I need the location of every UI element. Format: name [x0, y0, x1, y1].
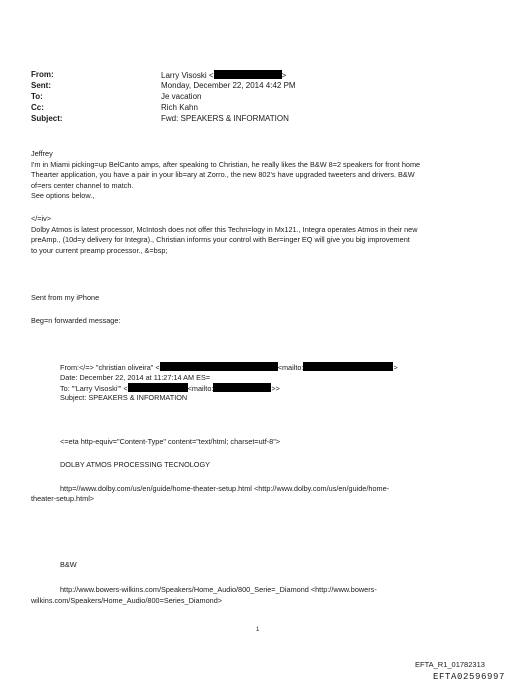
- fwd-subject-line: Subject: SPEAKERS & INFORMATION: [60, 393, 188, 402]
- sent-from-line: Sent from my iPhone: [31, 293, 100, 302]
- fwd-date-line: Date: December 22, 2014 at 11:27:14 AM ES=: [60, 373, 211, 382]
- paragraph-line: Dolby Atmos is latest processor, McIntosh does not offer this Techn=logy in Mx121., Integra operates Atmos in their new: [31, 224, 418, 234]
- bw-link-line: http://www.bowers-wilkins.com/Speakers/Home_Audio/800_Serie=_Diamond <http://www.bowers-: [60, 585, 377, 594]
- fwd-from-line: From:</=> "christian oliveira" < <mailto: >: [60, 363, 398, 372]
- paragraph-line: to your current preamp processor., &=bsp;: [31, 245, 168, 255]
- redaction-box: [128, 383, 188, 392]
- to-label: To:: [31, 92, 43, 101]
- meta-tag-line: <=eta http-equiv="Content-Type" content="text/html; charset=utf-8">: [60, 437, 281, 446]
- redaction-box: [303, 362, 393, 371]
- cc-value: Rich Kahn: [161, 103, 198, 112]
- from-value: Larry Visoski < >: [161, 71, 287, 80]
- paragraph-line: See options below.,: [31, 191, 95, 201]
- message-body: [31, 149, 501, 202]
- bw-link-line: wilkins.com/Speakers/Home_Audio/800=Series_Diamond>: [31, 596, 223, 605]
- to-value: Je vacation: [161, 92, 202, 101]
- bates-number: EFTA02596997: [433, 672, 506, 682]
- begin-forwarded-line: Beg=n forwarded message:: [31, 316, 121, 325]
- bates-number-small: EFTA_R1_01782313: [415, 660, 485, 669]
- sent-label: Sent:: [31, 81, 51, 90]
- message-body-2: [31, 214, 501, 256]
- paragraph-line: I'm in Miami picking=up BelCanto amps, after speaking to Christian, he really likes the B&W 8=2 speakers for front home: [31, 159, 421, 169]
- subject-label: Subject:: [31, 114, 63, 123]
- paragraph-line: of=ers center channel to match.: [31, 180, 134, 190]
- page-number: 1: [256, 627, 260, 633]
- redaction-box: [213, 383, 271, 392]
- redaction-box: [160, 362, 278, 371]
- greeting: Jeffrey: [31, 149, 53, 158]
- tag-line: </=iv>: [31, 214, 52, 223]
- subject-value: Fwd: SPEAKERS & INFORMATION: [161, 114, 289, 123]
- paragraph-line: Thearter application, you have a pair in your lib=ary at Zorro., the new 802's have upgraded tweeters and drivers. B&W: [31, 170, 415, 180]
- sent-value: Monday, December 22, 2014 4:42 PM: [161, 81, 296, 90]
- dolby-link-line: theater-setup.html>: [31, 494, 95, 503]
- bw-heading: B&W: [60, 560, 77, 569]
- paragraph-line: preAmp., (10d=y delivery for Integra)., Christian informs your control with Ber=inger EQ will give you big improvement: [31, 235, 410, 245]
- dolby-link-line: http=//www.dolby.com/us/en/guide/home-theater-setup.html <http://www.dolby.com/us/en/guide/home-: [60, 484, 390, 493]
- redaction-box: [214, 70, 282, 79]
- cc-label: Cc:: [31, 103, 44, 112]
- fwd-to-line: To: "'Larry Visoski'" < <mailto: >>: [60, 384, 280, 393]
- from-label: From:: [31, 70, 54, 79]
- dolby-heading: DOLBY ATMOS PROCESSING TECNOLOGY: [60, 460, 211, 469]
